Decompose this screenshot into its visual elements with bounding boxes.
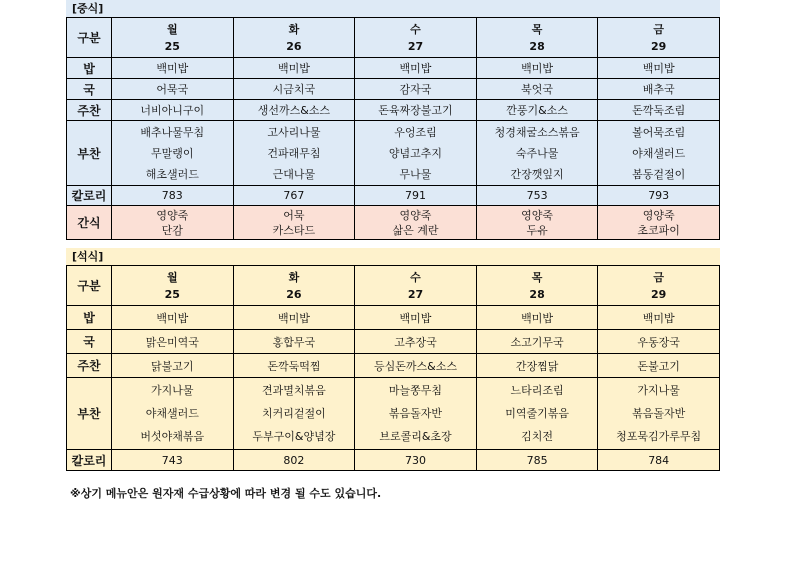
dinner-menu-table: [66, 265, 720, 471]
menu-item: 느타리조림: [510, 384, 564, 397]
menu-item: 마늘쫑무침: [388, 384, 443, 397]
menu-cell: 백미밥: [355, 306, 477, 330]
day-date: 27: [407, 287, 424, 301]
row-label: 칼로리: [67, 450, 112, 471]
calorie-cell: 783: [112, 186, 234, 206]
snack-cell: [355, 206, 477, 240]
snack-cell: [598, 206, 720, 240]
menu-item: 초코파이: [637, 223, 680, 237]
menu-cell: [355, 121, 477, 186]
menu-item: 영양죽: [156, 208, 189, 222]
row-label: 부찬: [67, 121, 112, 186]
lunch-snack-row: [67, 206, 720, 240]
menu-item: 김치전: [521, 430, 554, 443]
menu-cell: 소고기무국: [476, 330, 598, 354]
dinner-header-row: [67, 266, 720, 306]
menu-item: 청포묵김가루무침: [616, 430, 702, 443]
row-label: 주찬: [67, 100, 112, 121]
dinner-rice-row: [67, 306, 720, 330]
menu-cell: [233, 378, 355, 450]
menu-item: 청경채굴소스볶음: [494, 125, 580, 139]
dinner-section: [66, 248, 720, 471]
menu-cell: [112, 121, 234, 186]
row-label: 국: [67, 330, 112, 354]
menu-cell: [233, 121, 355, 186]
calorie-cell: 793: [598, 186, 720, 206]
row-label: 밥: [67, 306, 112, 330]
menu-item: 해초샐러드: [145, 167, 199, 181]
menu-item: 양념고추지: [388, 146, 443, 160]
row-label: 부찬: [67, 378, 112, 450]
calorie-cell: 753: [476, 186, 598, 206]
menu-cell: 돈육짜장불고기: [355, 100, 477, 121]
day-date: 29: [651, 287, 667, 301]
menu-cell: 북엇국: [476, 79, 598, 100]
menu-cell: 백미밥: [598, 58, 720, 79]
menu-item: 야채샐러드: [145, 407, 199, 420]
menu-cell: 백미밥: [233, 306, 355, 330]
menu-cell: 백미밥: [355, 58, 477, 79]
menu-item: 미역줄기볶음: [505, 407, 569, 420]
calorie-cell: 785: [476, 450, 598, 471]
day-name: 화: [288, 22, 300, 36]
menu-cell: [476, 378, 598, 450]
day-name: 금: [653, 270, 664, 284]
menu-item: 무말랭이: [151, 146, 194, 160]
menu-cell: 우동장국: [598, 330, 720, 354]
menu-cell: [598, 121, 720, 186]
day-date: 27: [407, 39, 424, 53]
calorie-cell: 784: [598, 450, 720, 471]
day-name: 금: [653, 22, 664, 36]
menu-cell: 생선까스&소스: [233, 100, 355, 121]
lunch-soup-row: [67, 79, 720, 100]
calorie-cell: 743: [112, 450, 234, 471]
lunch-day-mon: [112, 18, 234, 58]
menu-cell: 돈깍둑조림: [598, 100, 720, 121]
dinner-side-row: [67, 378, 720, 450]
menu-item: 버섯야채볶음: [140, 430, 205, 443]
calorie-cell: 767: [233, 186, 355, 206]
menu-item: 숙주나물: [515, 146, 559, 160]
menu-cell: [476, 121, 598, 186]
dinner-day-thu: [476, 266, 598, 306]
day-name: 목: [531, 22, 543, 36]
menu-cell: 닭불고기: [112, 354, 234, 378]
menu-cell: 돈깍둑떡찜: [233, 354, 355, 378]
menu-cell: 배추국: [598, 79, 720, 100]
menu-item: 볶음돌자반: [388, 407, 443, 420]
lunch-rice-row: [67, 58, 720, 79]
menu-item: 야채샐러드: [632, 146, 686, 160]
menu-item: 어묵: [283, 208, 305, 222]
menu-cell: [112, 378, 234, 450]
menu-cell: 백미밥: [476, 58, 598, 79]
menu-cell: 백미밥: [112, 58, 234, 79]
menu-item: 가지나물: [637, 384, 680, 397]
menu-cell: 고추장국: [355, 330, 477, 354]
lunch-day-wed: [355, 18, 477, 58]
menu-item: 영양죽: [521, 208, 554, 222]
menu-item: 우엉조림: [394, 125, 437, 139]
menu-item: 가지나물: [151, 384, 194, 397]
lunch-menu-table: [66, 17, 720, 240]
menu-cell: 깐풍기&소스: [476, 100, 598, 121]
menu-cell: 홍합무국: [233, 330, 355, 354]
day-date: 25: [164, 39, 180, 53]
menu-item: 치커리겉절이: [262, 407, 326, 420]
lunch-title: [중식]: [66, 0, 720, 17]
day-name: 월: [166, 270, 178, 284]
lunch-side-row: [67, 121, 720, 186]
menu-cell: 너비아니구이: [112, 100, 234, 121]
day-name: 목: [531, 270, 543, 284]
menu-item: 삶은 계란: [392, 223, 439, 237]
lunch-day-thu: [476, 18, 598, 58]
day-name: 화: [288, 270, 300, 284]
menu-cell: 백미밥: [112, 306, 234, 330]
dinner-header-label: 구분: [67, 266, 112, 306]
menu-cell: 백미밥: [476, 306, 598, 330]
dinner-soup-row: [67, 330, 720, 354]
menu-cell: 맑은미역국: [112, 330, 234, 354]
menu-cell: 감자국: [355, 79, 477, 100]
calorie-cell: 730: [355, 450, 477, 471]
lunch-main-row: [67, 100, 720, 121]
menu-cell: [598, 378, 720, 450]
day-name: 수: [410, 270, 421, 284]
dinner-main-row: [67, 354, 720, 378]
menu-cell: [355, 378, 477, 450]
row-label: 칼로리: [67, 186, 112, 206]
menu-cell: 돈불고기: [598, 354, 720, 378]
menu-cell: 시금치국: [233, 79, 355, 100]
menu-item: 영양죽: [642, 208, 675, 222]
menu-item: 브로콜리&초장: [379, 430, 452, 443]
menu-item: 근대나물: [272, 167, 316, 181]
dinner-day-tue: [233, 266, 355, 306]
lunch-section: [66, 0, 720, 240]
menu-item: 봄동겉절이: [632, 167, 686, 181]
calorie-cell: 791: [355, 186, 477, 206]
menu-item: 무나물: [399, 167, 432, 181]
lunch-day-tue: [233, 18, 355, 58]
day-date: 29: [651, 39, 667, 53]
menu-item: 단감: [161, 223, 183, 237]
menu-cell: 간장찜닭: [476, 354, 598, 378]
day-date: 26: [286, 287, 302, 301]
day-name: 수: [410, 22, 421, 36]
dinner-calorie-row: [67, 450, 720, 471]
lunch-calorie-row: [67, 186, 720, 206]
menu-item: 두부구이&양념장: [252, 430, 336, 443]
menu-item: 볼어묵조림: [632, 125, 686, 139]
row-label: 밥: [67, 58, 112, 79]
snack-cell: [476, 206, 598, 240]
lunch-day-fri: [598, 18, 720, 58]
day-name: 월: [166, 22, 178, 36]
snack-cell: [233, 206, 355, 240]
dinner-day-mon: [112, 266, 234, 306]
day-date: 28: [529, 287, 545, 301]
menu-item: 두유: [526, 223, 548, 237]
row-label: 간식: [67, 206, 112, 240]
dinner-title: [석식]: [66, 248, 720, 265]
menu-item: 카스타드: [272, 223, 316, 237]
lunch-header-row: [67, 18, 720, 58]
menu-cell: 백미밥: [233, 58, 355, 79]
dinner-day-fri: [598, 266, 720, 306]
row-label: 주찬: [67, 354, 112, 378]
row-label: 국: [67, 79, 112, 100]
day-date: 28: [529, 39, 545, 53]
menu-item: 볶음돌자반: [632, 407, 686, 420]
menu-item: 배추나물무침: [140, 125, 205, 139]
menu-item: 견과멸치볶음: [262, 384, 326, 397]
menu-change-notice: ※상기 메뉴안은 원자재 수급상황에 따라 변경 될 수도 있습니다.: [70, 487, 382, 500]
menu-item: 건파래무침: [267, 146, 321, 160]
day-date: 25: [164, 287, 180, 301]
day-date: 26: [286, 39, 302, 53]
snack-cell: [112, 206, 234, 240]
menu-item: 간장깻잎지: [510, 167, 564, 181]
dinner-day-wed: [355, 266, 477, 306]
lunch-header-label: 구분: [67, 18, 112, 58]
menu-item: 영양죽: [399, 208, 432, 222]
menu-cell: 백미밥: [598, 306, 720, 330]
menu-cell: 등심돈까스&소스: [355, 354, 477, 378]
menu-cell: 어묵국: [112, 79, 234, 100]
calorie-cell: 802: [233, 450, 355, 471]
menu-item: 고사리나물: [267, 125, 321, 139]
